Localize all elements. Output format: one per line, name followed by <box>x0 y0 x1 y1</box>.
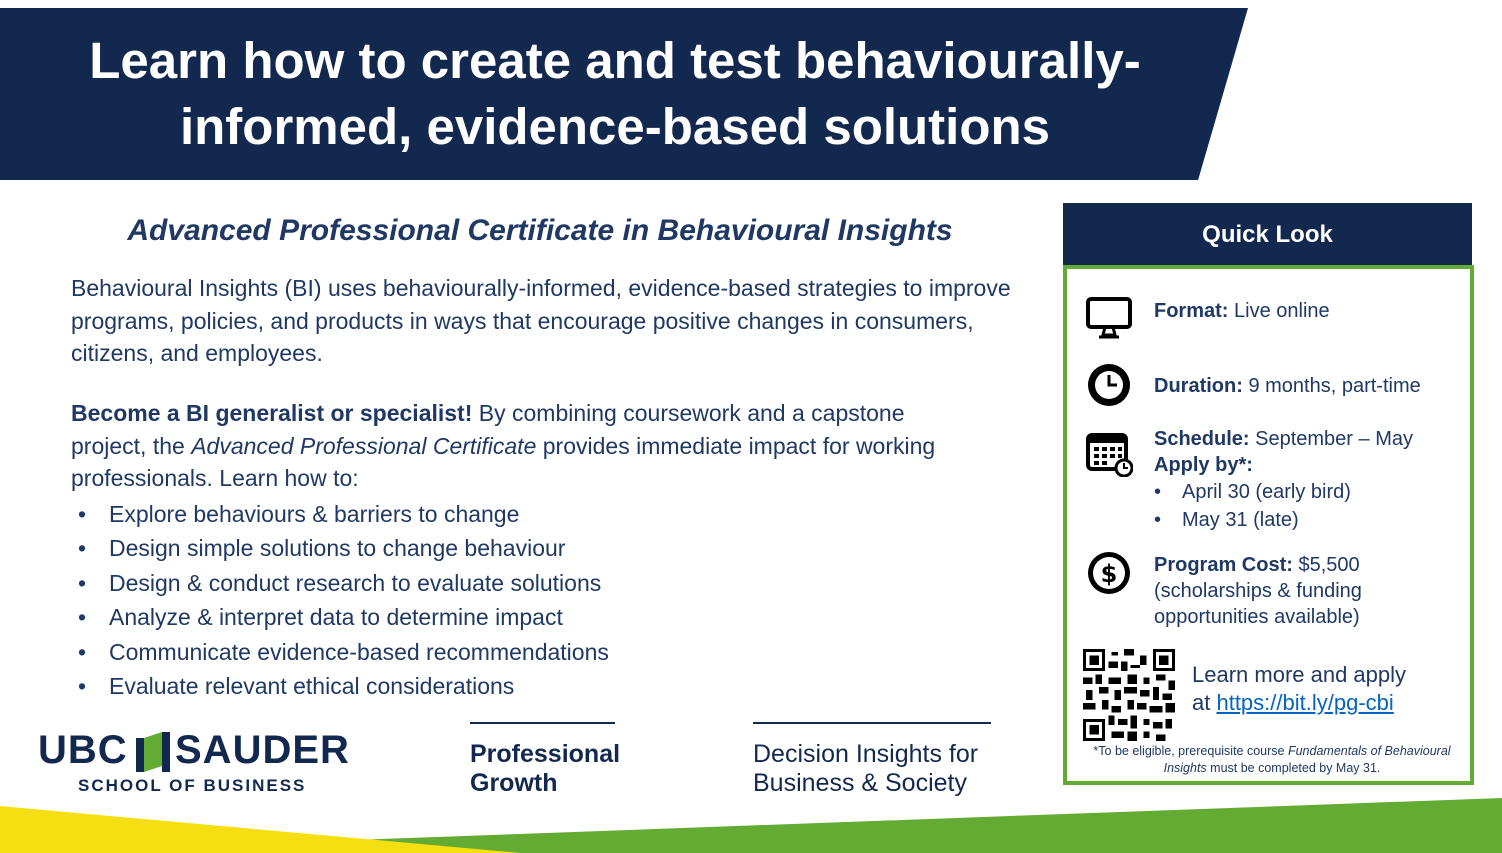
di-line-1: Decision Insights for <box>753 740 979 768</box>
quick-look-header: Quick Look <box>1063 203 1472 265</box>
skills-list <box>78 497 609 703</box>
apply-link[interactable]: https://bit.ly/pg-cbi <box>1216 690 1394 715</box>
yellow-stripe <box>0 806 520 853</box>
learn-at-text: at <box>1192 690 1217 715</box>
prerequisite-course: Fundamentals of Behavioural Insights <box>1163 744 1451 775</box>
list-item: • Analyze & interpret data to determine impact <box>78 604 563 631</box>
logo-sauder-text: SAUDER <box>175 728 350 772</box>
pg-line-2: Growth <box>470 769 558 797</box>
decision-insights-logo <box>753 722 991 798</box>
format-value: Live online <box>1228 300 1330 322</box>
list-item: • Evaluate relevant ethical considerations <box>78 673 515 700</box>
professional-growth-logo <box>470 722 621 798</box>
duration-row <box>1154 373 1421 399</box>
dollar-icon <box>1085 549 1133 597</box>
di-line-2: Business & Society <box>753 769 967 797</box>
logo-ubc-text: UBC <box>38 728 128 772</box>
list-item: • Design simple solutions to change behaviour <box>78 535 566 562</box>
cost-note-2: opportunities available) <box>1154 606 1360 628</box>
format-label: Format: <box>1154 300 1229 322</box>
schedule-row <box>1154 426 1413 452</box>
generalist-heading: Become a BI generalist or specialist! <box>71 400 473 426</box>
apply-date-late: • May 31 (late) <box>1154 509 1299 531</box>
quick-look-panel <box>1063 265 1474 785</box>
divider <box>470 722 615 724</box>
title-line-1: Learn how to create and test behaviourally- <box>89 32 1141 89</box>
certificate-name: Advanced Professional Certificate <box>191 432 537 459</box>
calendar-icon <box>1085 429 1133 477</box>
generalist-paragraph <box>71 397 971 495</box>
monitor-icon <box>1085 295 1133 343</box>
apply-label: Apply by*: <box>1154 454 1253 476</box>
sauder-emblem-icon <box>136 732 170 772</box>
pg-line-1: Professional <box>470 740 621 768</box>
qr-code[interactable] <box>1083 649 1175 741</box>
cost-block <box>1154 552 1362 630</box>
learn-more-text: Learn more and apply <box>1192 662 1407 687</box>
eligibility-footnote: *To be eligible, prerequisite course Fundamentals of Behavioural Insights must be completed by May 31. <box>1093 744 1451 775</box>
ubc-sauder-logo <box>38 728 348 798</box>
paragraph-text-a: By combining coursework and a capstone project, the <box>71 400 905 459</box>
svg-text:$: $ <box>1100 560 1118 588</box>
cost-label: Program Cost: <box>1154 554 1293 576</box>
schedule-block <box>1154 426 1413 534</box>
cost-value: $5,500 <box>1292 554 1360 576</box>
duration-value: 9 months, part-time <box>1242 375 1421 397</box>
certificate-subtitle: Advanced Professional Certificate in Behavioural Insights <box>127 214 953 247</box>
intro-paragraph: Behavioural Insights (BI) uses behaviourally-informed, evidence-based strategies to improve programs, policies, and products in ways that encourage positive changes in consumers, citizens, and employees. <box>71 275 1011 366</box>
list-item: • Communicate evidence-based recommendations <box>78 638 609 665</box>
apply-date-early: • April 30 (early bird) <box>1154 481 1351 503</box>
cost-row <box>1154 552 1362 578</box>
paragraph-text-b: provides immediate impact for working professionals. Learn how to: <box>71 432 936 491</box>
logo-school-text: SCHOOL OF BUSINESS <box>78 776 307 795</box>
schedule-label: Schedule: <box>1154 428 1250 450</box>
title-line-2: informed, evidence-based solutions <box>179 98 1050 155</box>
cost-note-1: (scholarships & funding <box>1154 580 1362 602</box>
duration-label: Duration: <box>1154 375 1243 397</box>
list-item: • Explore behaviours & barriers to change <box>78 501 520 527</box>
learn-more-block <box>1192 661 1406 717</box>
clock-icon <box>1085 361 1133 409</box>
schedule-value: September – May <box>1249 428 1413 450</box>
page-title <box>20 28 1210 160</box>
list-item: • Design & conduct research to evaluate solutions <box>78 569 602 596</box>
divider <box>753 722 991 724</box>
format-row <box>1154 298 1330 324</box>
